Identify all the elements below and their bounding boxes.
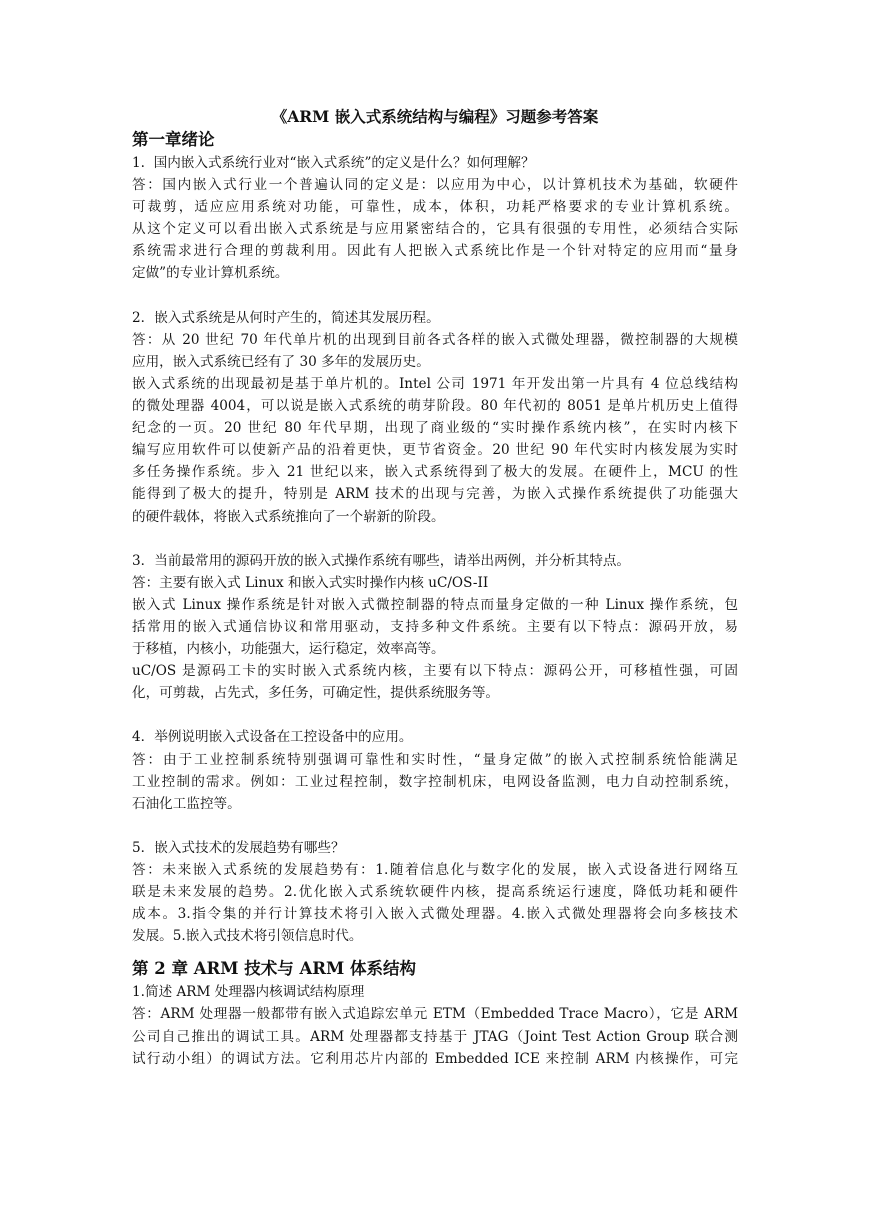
answer-line: 化，可剪裁，占先式，多任务，可确定性，提供系统服务等。	[132, 685, 500, 702]
question-block-1-1	[132, 152, 738, 285]
question-text: 1.简述 ARM 处理器内核调试结构原理	[132, 984, 365, 1001]
paragraph-gap	[132, 285, 738, 307]
answer-line: 多任务操作系统。步入 21 世纪以来，嵌入式系统得到了极大的发展。在硬件上，MCU 的性	[132, 464, 738, 481]
document-body	[132, 106, 738, 1070]
answer-line: 答：国内嵌入式行业一个普遍认同的定义是：以应用为中心，以计算机技术为基础，软硬件	[132, 177, 738, 194]
answer-line: 答：ARM 处理器一般都带有嵌入式追踪宏单元 ETM（Embedded Trace Macro），它是 ARM	[132, 1006, 738, 1023]
question-block-1-2	[132, 307, 738, 528]
question-block-2-1	[132, 981, 738, 1069]
answer-line: uC/OS 是源码工卡的实时嵌入式系统内核，主要有以下特点：源码公开，可移植性强，可固	[132, 663, 738, 680]
answer-line: 从这个定义可以看出嵌入式系统是与应用紧密结合的，它具有很强的专用性，必须结合实际	[132, 221, 738, 238]
document-title: 《ARM 嵌入式系统结构与编程》习题参考答案	[271, 107, 599, 126]
paragraph-gap	[132, 704, 738, 726]
answer-line: 答：从 20 世纪 70 年代单片机的出现到目前各式各样的嵌入式微处理器，微控制器的大规模	[132, 331, 738, 348]
question-text: 4．举例说明嵌入式设备在工控设备中的应用。	[132, 729, 413, 746]
question-block-1-3	[132, 550, 738, 705]
answer-line: 纪念的一页。20 世纪 80 年代早期，出现了商业级的“实时操作系统内核”，在实时内核下	[132, 420, 738, 437]
question-block-1-4	[132, 726, 738, 814]
paragraph-gap	[132, 815, 738, 837]
paragraph-gap	[132, 528, 738, 550]
answer-line: 定做”的专业计算机系统。	[132, 265, 289, 282]
chapter-1-heading: 第一章绪论	[132, 130, 215, 149]
answer-line: 答：主要有嵌入式 Linux 和嵌入式实时操作内核 uC/OS-II	[132, 574, 489, 591]
chapter-2-heading: 第 2 章 ARM 技术与 ARM 体系结构	[132, 959, 417, 979]
question-text: 2．嵌入式系统是从何时产生的，简述其发展历程。	[132, 309, 440, 326]
answer-line: 嵌入式 Linux 操作系统是针对嵌入式微控制器的特点而量身定做的一种 Linux 操作系统，包	[132, 596, 738, 613]
answer-line: 发展。5.嵌入式技术将引领信息时代。	[132, 928, 363, 945]
answer-line: 答：未来嵌入式系统的发展趋势有：1.随着信息化与数字化的发展，嵌入式设备进行网络互	[132, 862, 738, 878]
answer-line: 答：由于工业控制系统特别强调可靠性和实时性，“量身定做”的嵌入式控制系统恰能满足	[132, 751, 738, 768]
question-text: 5．嵌入式技术的发展趋势有哪些？	[132, 839, 345, 856]
question-block-1-5	[132, 837, 738, 947]
answer-line: 编写应用软件可以使新产品的沿着更快，更节省资金。20 世纪 90 年代实时内核发展为实时	[132, 442, 738, 459]
answer-line: 石油化工监控等。	[132, 795, 241, 812]
answer-line: 于移植，内核小，功能强大，运行稳定，效率高等。	[132, 641, 445, 658]
answer-line: 工业控制的需求。例如：工业过程控制，数字控制机床，电网设备监测，电力自动控制系统，	[132, 773, 738, 790]
answer-line: 嵌入式系统的出现最初是基于单片机的。Intel 公司 1971 年开发出第一片具有 4 位总线结构	[132, 375, 738, 392]
answer-line: 的硬件载体，将嵌入式系统推向了一个崭新的阶段。	[132, 508, 445, 525]
answer-line: 可裁剪，适应应用系统对功能，可靠性，成本，体积，功耗严格要求的专业计算机系统。	[132, 199, 738, 216]
answer-line: 公司自己推出的调试工具。ARM 处理器都支持基于 JTAG（Joint Test Action Group 联合测	[132, 1028, 738, 1045]
answer-line: 成本。3.指令集的并行计算技术将引入嵌入式微处理器。4.嵌入式微处理器将会向多核技术	[132, 906, 738, 923]
answer-line: 应用，嵌入式系统已经有了 30 多年的发展历史。	[132, 353, 430, 370]
answer-line: 能得到了极大的提升，特别是 ARM 技术的出现与完善，为嵌入式操作系统提供了功能强大	[132, 486, 738, 503]
answer-line: 系统需求进行合理的剪裁利用。因此有人把嵌入式系统比作是一个针对特定的应用而“量身	[132, 243, 738, 260]
question-text: 1. 国内嵌入式系统行业对“嵌入式系统”的定义是什么？如何理解？	[132, 155, 535, 171]
question-text: 3．当前最常用的源码开放的嵌入式操作系统有哪些，请举出两例，并分析其特点。	[132, 552, 631, 569]
answer-line: 括常用的嵌入式通信协议和常用驱动，支持多种文件系统。主要有以下特点：源码开放，易	[132, 618, 738, 635]
answer-line: 试行动小组）的调试方法。它利用芯片内部的 Embedded ICE 来控制 ARM 内核操作，可完	[132, 1050, 738, 1067]
answer-line: 联是未来发展的趋势。2.优化嵌入式系统软硬件内核，提高系统运行速度，降低功耗和硬件	[132, 884, 738, 901]
answer-line: 的微处理器 4004，可以说是嵌入式系统的萌芽阶段。80 年代初的 8051 是单片机历史上值得	[132, 398, 738, 415]
